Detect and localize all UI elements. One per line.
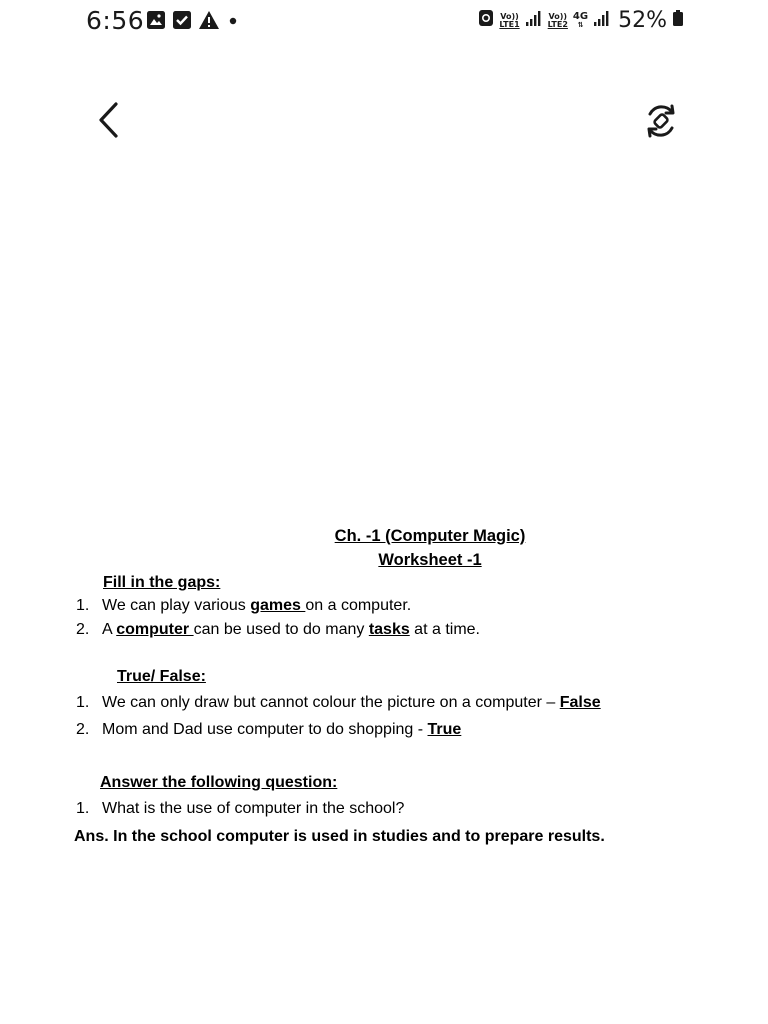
task-notification-icon bbox=[172, 10, 192, 30]
more-notifications-dot-icon bbox=[226, 10, 240, 30]
sim1-volte-label: Vo)) LTE1 bbox=[499, 11, 520, 29]
document-subtitle: Worksheet -1 bbox=[378, 551, 482, 569]
fill-gaps-question-2: 2. A computer can be used to do many tasks at a time. bbox=[76, 621, 480, 638]
battery-icon bbox=[672, 8, 684, 33]
answer-false: False bbox=[559, 694, 601, 711]
true-false-heading: True/ False: bbox=[117, 668, 206, 685]
true-false-question-1: 1. We can only draw but cannot colour the picture on a computer – False bbox=[76, 694, 601, 711]
system-icons bbox=[478, 8, 684, 33]
back-button[interactable] bbox=[90, 100, 126, 140]
answer-computer: computer bbox=[116, 621, 194, 638]
fill-gaps-question-1: 1. We can play various games on a computer. bbox=[76, 597, 412, 614]
rotate-screen-button[interactable] bbox=[640, 100, 682, 142]
status-time: 6:56 bbox=[86, 6, 145, 35]
notification-icons bbox=[146, 10, 240, 30]
sim2-signal-icon bbox=[593, 9, 611, 32]
gallery-notification-icon bbox=[146, 10, 166, 30]
fill-gaps-heading: Fill in the gaps: bbox=[103, 574, 221, 591]
chevron-left-icon bbox=[96, 101, 120, 139]
answer-question-heading: Answer the following question: bbox=[100, 774, 338, 791]
screen-rotate-icon bbox=[642, 102, 680, 140]
answer-text: Ans. In the school computer is used in studies and to prepare results. bbox=[74, 828, 605, 845]
document-title: Ch. -1 (Computer Magic) bbox=[334, 527, 526, 545]
sim1-signal-icon bbox=[525, 9, 543, 32]
warning-notification-icon bbox=[198, 10, 220, 30]
answer-question-1: 1. What is the use of computer in the school? bbox=[76, 800, 405, 817]
sim2-volte-label: Vo)) LTE2 bbox=[547, 11, 568, 29]
status-bar bbox=[0, 0, 768, 44]
data-saver-icon bbox=[478, 8, 494, 33]
battery-percent: 52% bbox=[618, 8, 667, 33]
answer-games: games bbox=[250, 597, 306, 614]
answer-tasks: tasks bbox=[368, 621, 410, 638]
answer-true: True bbox=[427, 721, 462, 738]
true-false-question-2: 2. Mom and Dad use computer to do shopping - True bbox=[76, 721, 462, 738]
network-type-label: 4G ⇅ bbox=[572, 11, 589, 29]
